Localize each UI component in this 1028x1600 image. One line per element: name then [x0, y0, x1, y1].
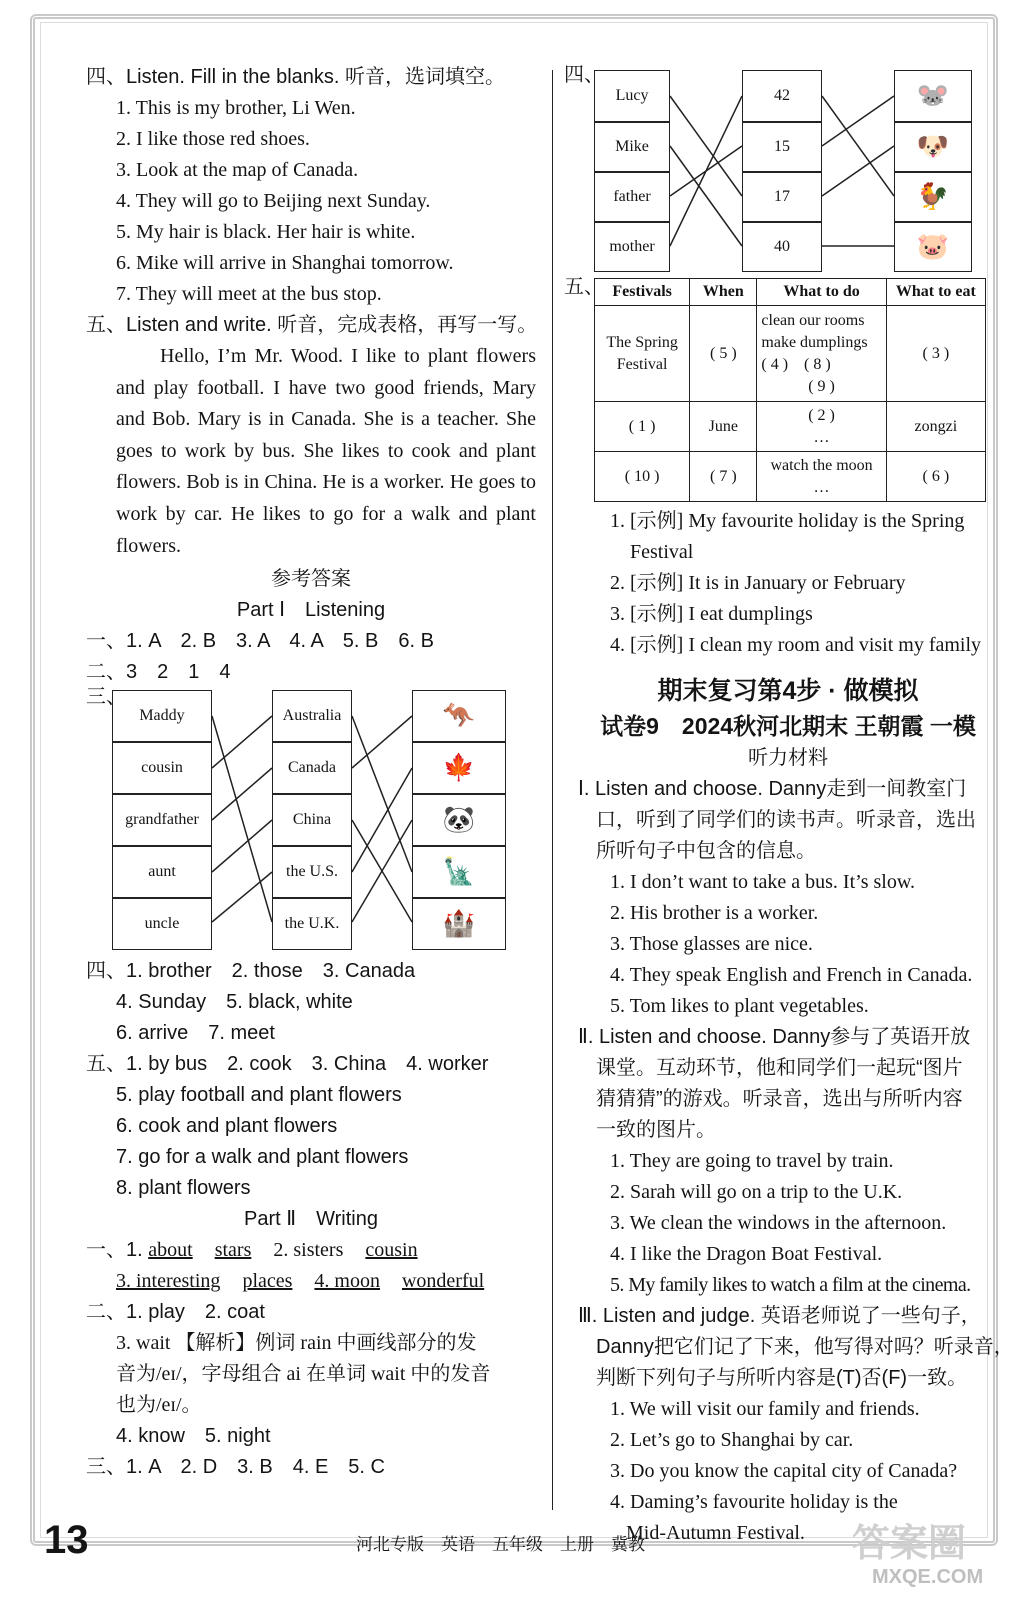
r4-label: 四、	[564, 64, 604, 86]
r-answer: 1. [示例] My favourite holiday is the Spring	[610, 510, 965, 532]
r4-number-cell: 42	[742, 70, 822, 122]
country-cell: China	[272, 794, 352, 846]
s4-line: 6. Mike will arrive in Shanghai tomorrow.	[116, 252, 454, 274]
sI-heading: Ⅰ. Listen and choose. Danny走到一间教室门	[578, 778, 967, 800]
sII-heading: 猜猜猜”的游戏。听录音，选出与所听内容	[596, 1088, 963, 1110]
r4-name-cell: Mike	[594, 122, 670, 172]
sIII-line: 1. We will visit our family and friends.	[610, 1398, 920, 1420]
writing-1-line2	[86, 1266, 536, 1297]
watermark-logo: 答案圈	[852, 1523, 967, 1565]
sIII-line: Mid-Autumn Festival.	[626, 1522, 805, 1544]
sIII-heading: Danny把它们记了下来，他写得对吗？听录音，	[596, 1336, 1014, 1358]
section5-heading: 五、Listen and write. 听音，完成表格，再写一写。	[86, 314, 538, 336]
table-cell: ( 7 )	[690, 452, 757, 502]
name-cell: cousin	[112, 742, 212, 794]
w1-word: places	[242, 1270, 293, 1293]
mouse-picture-icon: 🐭	[894, 70, 972, 122]
footer-text: 河北专版 英语 五年级 上册 冀教	[356, 1535, 645, 1554]
r-answer: Festival	[630, 541, 694, 563]
s5-paragraph: Hello, I’m Mr. Wood. I like to plant flowers and play football. I have two good friends, Mary and Bob. Mary is in Canada. She is a teacher. She goes to work by bus. She likes to cook and plant flowers. Bob is in China. He is a worker. He goes to work by car. He likes to go for a walk and plant flowers.	[116, 345, 536, 557]
sII-line: 2. Sarah will go on a trip to the U.K.	[610, 1181, 903, 1203]
s4-line: 7. They will meet at the bus stop.	[116, 283, 382, 305]
answer-5-line: 6. cook and plant flowers	[116, 1115, 338, 1138]
table-header: When	[690, 279, 757, 306]
writing-2-line: 音为/eɪ/，字母组合 ai 在单词 wait 中的发音	[116, 1363, 491, 1386]
w1-prefix: 一、1.	[86, 1239, 149, 1262]
sII-heading: 课堂。互动环节，他和同学们一起玩“图片	[596, 1057, 963, 1079]
table-header: Festivals	[595, 279, 690, 306]
writing-2-line: 4. know 5. night	[116, 1425, 271, 1448]
table-header: What to do	[757, 279, 886, 306]
table-row	[595, 402, 986, 452]
table-row	[595, 452, 986, 502]
table-cell: The Spring Festival	[595, 306, 690, 402]
writing-1-line	[86, 1235, 536, 1266]
sI-line: 1. I don’t want to take a bus. It’s slow.	[610, 871, 915, 893]
table-header: What to eat	[886, 279, 985, 306]
answer-4-line: 四、1. brother 2. those 3. Canada	[86, 960, 416, 983]
country-cell: Canada	[272, 742, 352, 794]
part1-title: Part Ⅰ Listening	[236, 599, 386, 622]
r5-label: 五、	[564, 276, 604, 298]
w1-word: 3. interesting	[116, 1270, 221, 1293]
writing-2-line: 也为/eɪ/。	[116, 1394, 202, 1417]
s4-line: 3. Look at the map of Canada.	[116, 159, 359, 181]
sII-line: 5. My family likes to watch a film at the cinema.	[610, 1274, 971, 1296]
sI-line: 5. Tom likes to plant vegetables.	[610, 995, 869, 1017]
left-column	[86, 62, 536, 1483]
sI-line: 4. They speak English and French in Canada.	[610, 964, 973, 986]
writing-2-line: 3. wait 【解析】例词 rain 中画线部分的发	[116, 1332, 477, 1355]
watermark-url: MXQE.COM	[872, 1566, 984, 1588]
answer-3-matching	[86, 688, 536, 956]
table-header-row	[595, 279, 986, 306]
column-divider	[552, 70, 553, 1510]
w1-word: wonderful	[401, 1270, 485, 1293]
answer-4-line: 4. Sunday 5. black, white	[116, 991, 353, 1014]
table-cell: clean our rooms make dumplings ( 4 ) ( 8 ) ( 9 )	[757, 306, 886, 402]
r-answer: 4. [示例] I clean my room and visit my family	[610, 634, 982, 656]
pig-picture-icon: 🐷	[894, 222, 972, 272]
answers-title: 参考答案	[271, 568, 351, 591]
r4-name-cell: father	[594, 172, 670, 222]
w1-word: stars	[214, 1239, 252, 1262]
answer-2: 二、3 2 1 4	[86, 661, 231, 684]
exam-title: 试卷9 2024秋河北期末 王朝霞 一模	[600, 713, 976, 739]
country-cell: the U.K.	[272, 898, 352, 950]
table-cell: ( 2 ) …	[757, 402, 886, 452]
sII-line: 3. We clean the windows in the afternoon.	[610, 1212, 947, 1234]
country-cell: Australia	[272, 690, 352, 742]
name-cell: uncle	[112, 898, 212, 950]
statue-picture-icon: 🗽	[412, 846, 506, 898]
section-title: 期末复习第4步 · 做模拟	[657, 677, 919, 705]
r4-number-cell: 15	[742, 122, 822, 172]
writing-2-line: 二、1. play 2. coat	[86, 1301, 265, 1324]
r-answer: 3. [示例] I eat dumplings	[610, 603, 813, 625]
table-cell: ( 6 )	[886, 452, 985, 502]
sII-heading: Ⅱ. Listen and choose. Danny参与了英语开放	[578, 1026, 971, 1048]
s4-line: 4. They will go to Beijing next Sunday.	[116, 190, 431, 212]
name-cell: Maddy	[112, 690, 212, 742]
answer-1: 一、1. A 2. B 3. A 4. A 5. B 6. B	[86, 630, 434, 653]
answer-5-line: 5. play football and plant flowers	[116, 1084, 402, 1107]
sI-heading: 所听句子中包含的信息。	[596, 840, 816, 862]
sIII-line: 3. Do you know the capital city of Canada?	[610, 1460, 958, 1482]
maple-picture-icon: 🍁	[412, 742, 506, 794]
s4-line: 5. My hair is black. Her hair is white.	[116, 221, 416, 243]
answer-5-line: 7. go for a walk and plant flowers	[116, 1146, 409, 1169]
r4-number-cell: 17	[742, 172, 822, 222]
sIII-line: 2. Let’s go to Shanghai by car.	[610, 1429, 854, 1451]
right-column	[564, 62, 1014, 1549]
sIII-line: 4. Daming’s favourite holiday is the	[610, 1491, 898, 1513]
sIII-heading: 判断下列句子与所听内容是(T)否(F)一致。	[596, 1367, 968, 1389]
name-cell: grandfather	[112, 794, 212, 846]
festival-table	[594, 278, 986, 502]
w1-word: 2. sisters	[273, 1239, 344, 1262]
part2-title: Part Ⅱ Writing	[244, 1208, 378, 1231]
s4-line: 2. I like those red shoes.	[116, 128, 310, 150]
sI-line: 3. Those glasses are nice.	[610, 933, 813, 955]
answer-5-line: 8. plant flowers	[116, 1177, 251, 1200]
sII-line: 4. I like the Dragon Boat Festival.	[610, 1243, 883, 1265]
table-cell: zongzi	[886, 402, 985, 452]
w1-word: 4. moon	[314, 1270, 380, 1293]
table-cell: ( 1 )	[595, 402, 690, 452]
table-cell: ( 5 )	[690, 306, 757, 402]
sII-heading: 一致的图片。	[596, 1119, 716, 1141]
rooster-picture-icon: 🐓	[894, 172, 972, 222]
section4-heading: 四、Listen. Fill in the blanks. 听音，选词填空。	[86, 66, 505, 88]
page-number: 13	[44, 1518, 89, 1562]
sI-heading: 口，听到了同学们的读书声。听录音，选出	[596, 809, 976, 831]
r4-number-cell: 40	[742, 222, 822, 272]
kangaroo-picture-icon: 🦘	[412, 690, 506, 742]
panda-picture-icon: 🐼	[412, 794, 506, 846]
r4-name-cell: mother	[594, 222, 670, 272]
table-row	[595, 306, 986, 402]
country-cell: the U.S.	[272, 846, 352, 898]
r-answer: 2. [示例] It is in January or February	[610, 572, 906, 594]
sIII-heading: Ⅲ. Listen and judge. 英语老师说了一些句子，	[578, 1305, 981, 1327]
r5-table-block	[564, 276, 998, 502]
s4-line: 1. This is my brother, Li Wen.	[116, 97, 356, 119]
w1-word: cousin	[365, 1239, 418, 1262]
sI-line: 2. His brother is a worker.	[610, 902, 819, 924]
bigben-picture-icon: 🏰	[412, 898, 506, 950]
writing-3-line: 三、1. A 2. D 3. B 4. E 5. C	[86, 1456, 385, 1479]
sII-line: 1. They are going to travel by train.	[610, 1150, 894, 1172]
table-cell: watch the moon …	[757, 452, 886, 502]
dog-picture-icon: 🐶	[894, 122, 972, 172]
name-cell: aunt	[112, 846, 212, 898]
w1-word: about	[148, 1239, 193, 1262]
r4-name-cell: Lucy	[594, 70, 670, 122]
table-cell: ( 3 )	[886, 306, 985, 402]
answer-4-line: 6. arrive 7. meet	[116, 1022, 275, 1045]
table-cell: ( 10 )	[595, 452, 690, 502]
answer-5-line: 五、1. by bus 2. cook 3. China 4. worker	[86, 1053, 489, 1076]
table-cell: June	[690, 402, 757, 452]
listening-material-title: 听力材料	[748, 747, 828, 769]
answer-3-label: 三、	[86, 686, 126, 709]
r4-matching	[564, 62, 998, 270]
